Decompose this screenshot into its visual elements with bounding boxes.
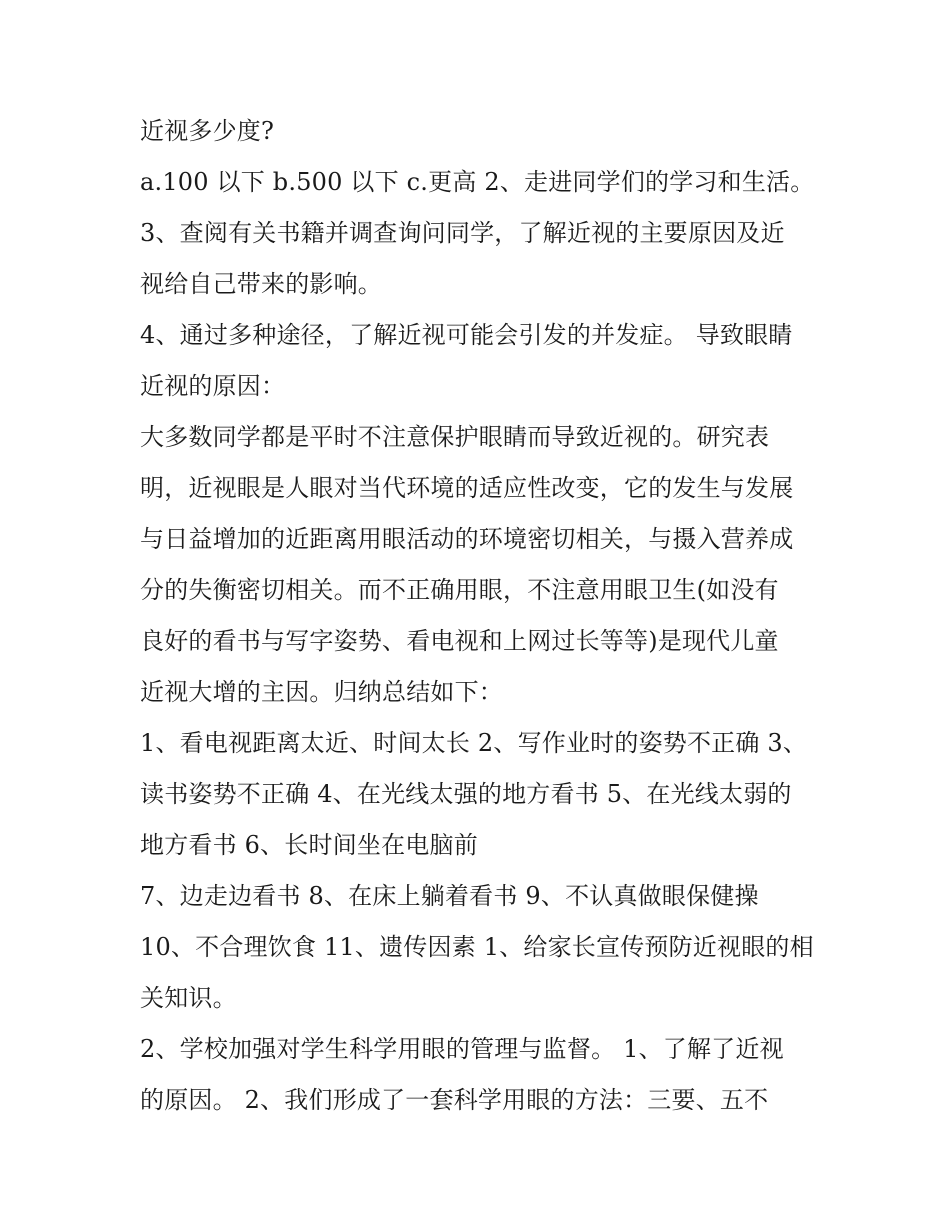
text-line: 10、不合理饮食 11、遗传因素 1、给家长宣传预防近视眼的相	[140, 933, 814, 961]
text-line: 近视的原因：	[140, 372, 286, 400]
text-line: 与日益增加的近距离用眼活动的环境密切相关，与摄入营养成	[140, 525, 794, 553]
text-line: 地方看书 6、长时间坐在电脑前	[140, 831, 478, 859]
text-line: 分的失衡密切相关。而不正确用眼，不注意用眼卫生(如没有	[140, 576, 779, 604]
text-line: 关知识。	[140, 984, 237, 1012]
text-line: 良好的看书与写字姿势、看电视和上网过长等等)是现代儿童	[140, 627, 779, 655]
text-line: 近视大增的主因。归纳总结如下：	[140, 678, 503, 706]
text-line: 读书姿势不正确 4、在光线太强的地方看书 5、在光线太弱的	[140, 780, 792, 808]
text-line: a.100 以下 b.500 以下 c.更高 2、走进同学们的学习和生活。	[140, 168, 815, 196]
text-line: 2、学校加强对学生科学用眼的管理与监督。 1、了解了近视	[140, 1035, 784, 1063]
text-line: 3、查阅有关书籍并调查询问同学，了解近视的主要原因及近	[140, 219, 785, 247]
document-body	[140, 106, 830, 1126]
text-line: 的原因。 2、我们形成了一套科学用眼的方法：三要、五不	[140, 1086, 769, 1114]
text-line: 视给自己带来的影响。	[140, 270, 382, 298]
text-line: 4、通过多种途径，了解近视可能会引发的并发症。 导致眼睛	[140, 321, 793, 349]
text-line: 1、看电视距离太近、时间太长 2、写作业时的姿势不正确 3、	[140, 729, 808, 757]
text-line: 近视多少度?	[140, 117, 275, 145]
text-line: 明，近视眼是人眼对当代环境的适应性改变，它的发生与发展	[140, 474, 794, 502]
text-line: 大多数同学都是平时不注意保护眼睛而导致近视的。研究表	[140, 423, 770, 451]
text-line: 7、边走边看书 8、在床上躺着看书 9、不认真做眼保健操	[140, 882, 759, 910]
